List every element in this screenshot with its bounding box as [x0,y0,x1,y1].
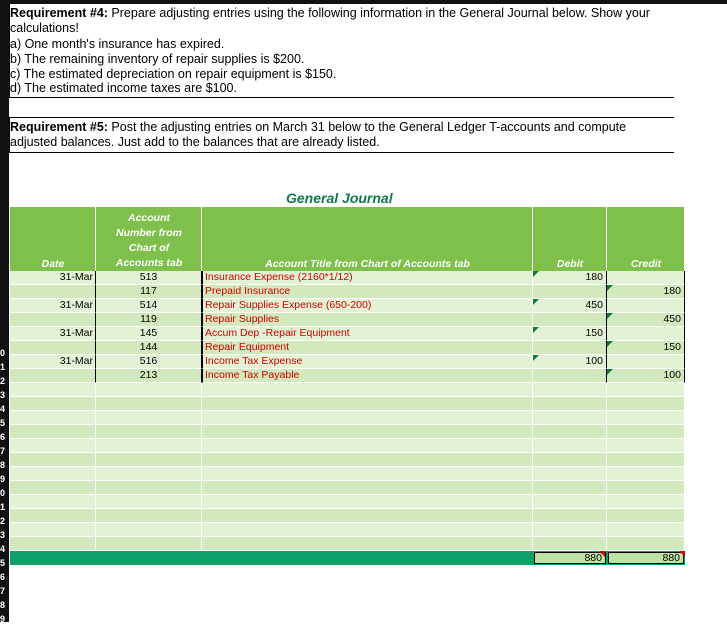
account-title-cell[interactable] [202,411,533,425]
account-number-cell[interactable]: 145 [96,327,202,341]
credit-cell[interactable] [607,397,685,411]
debit-cell[interactable]: 100 [533,355,607,369]
account-title-cell[interactable] [202,425,533,439]
date-cell[interactable] [10,509,96,523]
account-title-cell[interactable] [202,523,533,537]
header-date-label: Date [41,258,65,270]
req5-label: Requirement #5: [10,120,108,134]
credit-cell[interactable] [607,495,685,509]
debit-cell[interactable] [533,523,607,537]
cell-indicator-icon [607,369,613,375]
cell-indicator-icon [533,327,539,333]
date-cell[interactable] [10,383,96,397]
date-cell[interactable] [10,495,96,509]
table-row [10,439,685,453]
header-account-label [96,211,202,271]
table-row [10,467,685,481]
table-row [10,355,685,369]
table-row [10,425,685,439]
date-cell[interactable] [10,481,96,495]
req4-item-c: c) The estimated depreciation on repair equipment is $150. [10,67,337,81]
debit-cell[interactable] [533,481,607,495]
table-row [10,411,685,425]
req4-label: Requirement #4: [10,6,108,20]
debit-cell[interactable] [533,495,607,509]
req4-line2: calculations! [10,21,79,35]
date-cell[interactable] [10,425,96,439]
table-row [10,383,685,397]
table-row [10,509,685,523]
debit-cell[interactable]: 450 [533,299,607,313]
comment-indicator-icon [679,551,685,557]
row-number: 2 [0,516,6,526]
req5-box-top [9,117,674,118]
date-cell[interactable] [10,341,96,355]
debit-cell[interactable] [533,439,607,453]
account-title-cell[interactable] [202,453,533,467]
account-title-cell[interactable]: Accum Dep -Repair Equipment [202,327,533,341]
account-title-cell[interactable] [202,383,533,397]
table-row [10,285,685,299]
date-cell[interactable] [10,411,96,425]
account-number-cell[interactable] [96,537,202,551]
req4-item-b: b) The remaining inventory of repair supplies is $200. [10,52,305,66]
row-number: 1 [0,502,6,512]
account-number-cell[interactable]: 513 [96,271,202,285]
credit-cell[interactable]: 450 [607,313,685,327]
header-account-line2: Number from [116,227,182,239]
credit-cell[interactable] [607,327,685,341]
account-number-cell[interactable]: 213 [96,369,202,383]
account-number-cell[interactable] [96,425,202,439]
req5-text: Post the adjusting entries on March 31 below to the General Ledger T-accounts and compute [107,120,627,134]
account-title-cell[interactable] [202,495,533,509]
header-debit [533,207,607,271]
credit-cell[interactable] [607,453,685,467]
account-title-cell[interactable]: Insurance Expense (2160*1/12) [202,271,533,285]
header-account-line1: Account [128,212,170,224]
date-cell[interactable]: 31-Mar [10,271,96,285]
account-number-cell[interactable] [96,411,202,425]
req4-item-d: d) The estimated income taxes are $100. [10,81,237,95]
date-cell[interactable] [10,397,96,411]
row-number: 2 [0,376,6,386]
table-row [10,537,685,551]
account-title-cell[interactable]: Repair Equipment [202,341,533,355]
account-title-cell[interactable]: Income Tax Payable [202,369,533,383]
header-account-title [202,207,533,271]
credit-cell[interactable] [607,523,685,537]
account-number-cell[interactable]: 516 [96,355,202,369]
header-date [10,207,96,271]
cell-indicator-icon [533,355,539,361]
cell-indicator-icon [533,299,539,305]
row-number: 8 [0,600,6,610]
account-number-cell[interactable] [96,397,202,411]
credit-cell[interactable]: 180 [607,285,685,299]
date-cell[interactable]: 31-Mar [10,355,96,369]
debit-cell[interactable] [533,467,607,481]
req4-box-bottom [9,97,674,98]
account-number-cell[interactable] [96,523,202,537]
credit-cell[interactable] [607,481,685,495]
account-title-cell[interactable] [202,397,533,411]
table-row [10,481,685,495]
debit-cell[interactable] [533,341,607,355]
table-row [10,523,685,537]
header-account-line4: Accounts tab [115,257,183,269]
account-number-cell[interactable] [96,453,202,467]
row-number: 9 [0,614,6,624]
credit-cell[interactable] [607,425,685,439]
account-number-cell[interactable] [96,383,202,397]
header-account-title-label: Account Title from Chart of Accounts tab [265,258,470,270]
debit-cell[interactable] [533,369,607,383]
table-row [10,313,685,327]
row-number: 3 [0,530,6,540]
cell-indicator-icon [607,313,613,319]
date-cell[interactable] [10,523,96,537]
account-number-cell[interactable]: 144 [96,341,202,355]
row-number: 8 [0,460,6,470]
row-number: 0 [0,488,6,498]
table-row [10,369,685,383]
account-number-cell[interactable] [96,509,202,523]
req5-line1 [10,120,626,135]
debit-cell[interactable] [533,453,607,467]
account-title-cell[interactable]: Income Tax Expense [202,355,533,369]
account-title-cell[interactable] [202,439,533,453]
account-number-cell[interactable]: 117 [96,285,202,299]
credit-cell[interactable] [607,537,685,551]
header-debit-label: Debit [556,258,584,270]
date-cell[interactable]: 31-Mar [10,299,96,313]
date-cell[interactable] [10,439,96,453]
debit-cell[interactable] [533,411,607,425]
date-cell[interactable] [10,467,96,481]
cell-indicator-icon [607,285,613,291]
table-row [10,271,685,285]
totals-row [10,551,685,565]
account-number-cell[interactable] [96,439,202,453]
header-account-line3: Chart of [128,242,170,254]
debit-cell[interactable] [533,397,607,411]
journal-title: General Journal [286,190,393,206]
account-number-cell[interactable] [96,481,202,495]
date-cell[interactable]: 31-Mar [10,327,96,341]
credit-cell[interactable] [607,411,685,425]
req4-item-a: a) One month's insurance has expired. [10,37,225,51]
debit-cell[interactable]: 150 [533,327,607,341]
row-number: 0 [0,348,6,358]
table-row [10,341,685,355]
header-credit [607,207,685,271]
header-credit-label: Credit [630,258,662,270]
account-number-cell[interactable]: 514 [96,299,202,313]
account-title-cell[interactable] [202,481,533,495]
row-number: 6 [0,432,6,442]
debit-cell[interactable] [533,509,607,523]
credit-cell[interactable] [607,271,685,285]
account-title-cell[interactable]: Prepaid Insurance [202,285,533,299]
row-number: 4 [0,404,6,414]
comment-indicator-icon [599,551,605,557]
row-number: 7 [0,446,6,456]
row-number: 5 [0,558,6,568]
credit-cell[interactable] [607,355,685,369]
req4-line1 [10,6,650,21]
date-cell[interactable] [10,285,96,299]
table-row [10,397,685,411]
table-row [10,453,685,467]
row-header-column [0,0,9,622]
header-account-number [96,207,202,271]
total-credit-cell[interactable]: 880 [608,552,684,564]
account-number-cell[interactable]: 119 [96,313,202,327]
row-number: 6 [0,572,6,582]
account-title-cell[interactable] [202,467,533,481]
date-cell[interactable] [10,453,96,467]
row-number: 1 [0,362,6,372]
credit-cell[interactable] [607,509,685,523]
account-title-cell[interactable]: Repair Supplies Expense (650-200) [202,299,533,313]
req5-line2: adjusted balances. Just add to the balances that are already listed. [10,135,380,149]
credit-cell[interactable] [607,383,685,397]
account-number-cell[interactable] [96,467,202,481]
debit-cell[interactable] [533,425,607,439]
credit-cell[interactable] [607,467,685,481]
sheet-top-border [0,0,727,4]
debit-cell[interactable] [533,383,607,397]
table-row [10,327,685,341]
account-title-cell[interactable] [202,537,533,551]
row-number: 7 [0,586,6,596]
account-title-cell[interactable] [202,509,533,523]
credit-cell[interactable] [607,299,685,313]
cell-indicator-icon [533,271,539,277]
credit-cell[interactable]: 100 [607,369,685,383]
debit-cell[interactable] [533,313,607,327]
row-number: 3 [0,390,6,400]
req4-text: Prepare adjusting entries using the following information in the General Journal below. Show your [107,6,650,20]
debit-cell[interactable]: 180 [533,271,607,285]
row-number: 5 [0,418,6,428]
row-number: 9 [0,474,6,484]
credit-cell[interactable] [607,439,685,453]
cell-indicator-icon [607,341,613,347]
debit-cell[interactable] [533,537,607,551]
table-row [10,495,685,509]
req5-box-bottom [9,152,674,153]
table-row [10,299,685,313]
account-number-cell[interactable] [96,495,202,509]
date-cell[interactable] [10,537,96,551]
debit-cell[interactable] [533,285,607,299]
date-cell[interactable] [10,313,96,327]
credit-cell[interactable]: 150 [607,341,685,355]
date-cell[interactable] [10,369,96,383]
total-debit-cell[interactable]: 880 [534,552,606,564]
account-title-cell[interactable]: Repair Supplies [202,313,533,327]
row-number: 4 [0,544,6,554]
